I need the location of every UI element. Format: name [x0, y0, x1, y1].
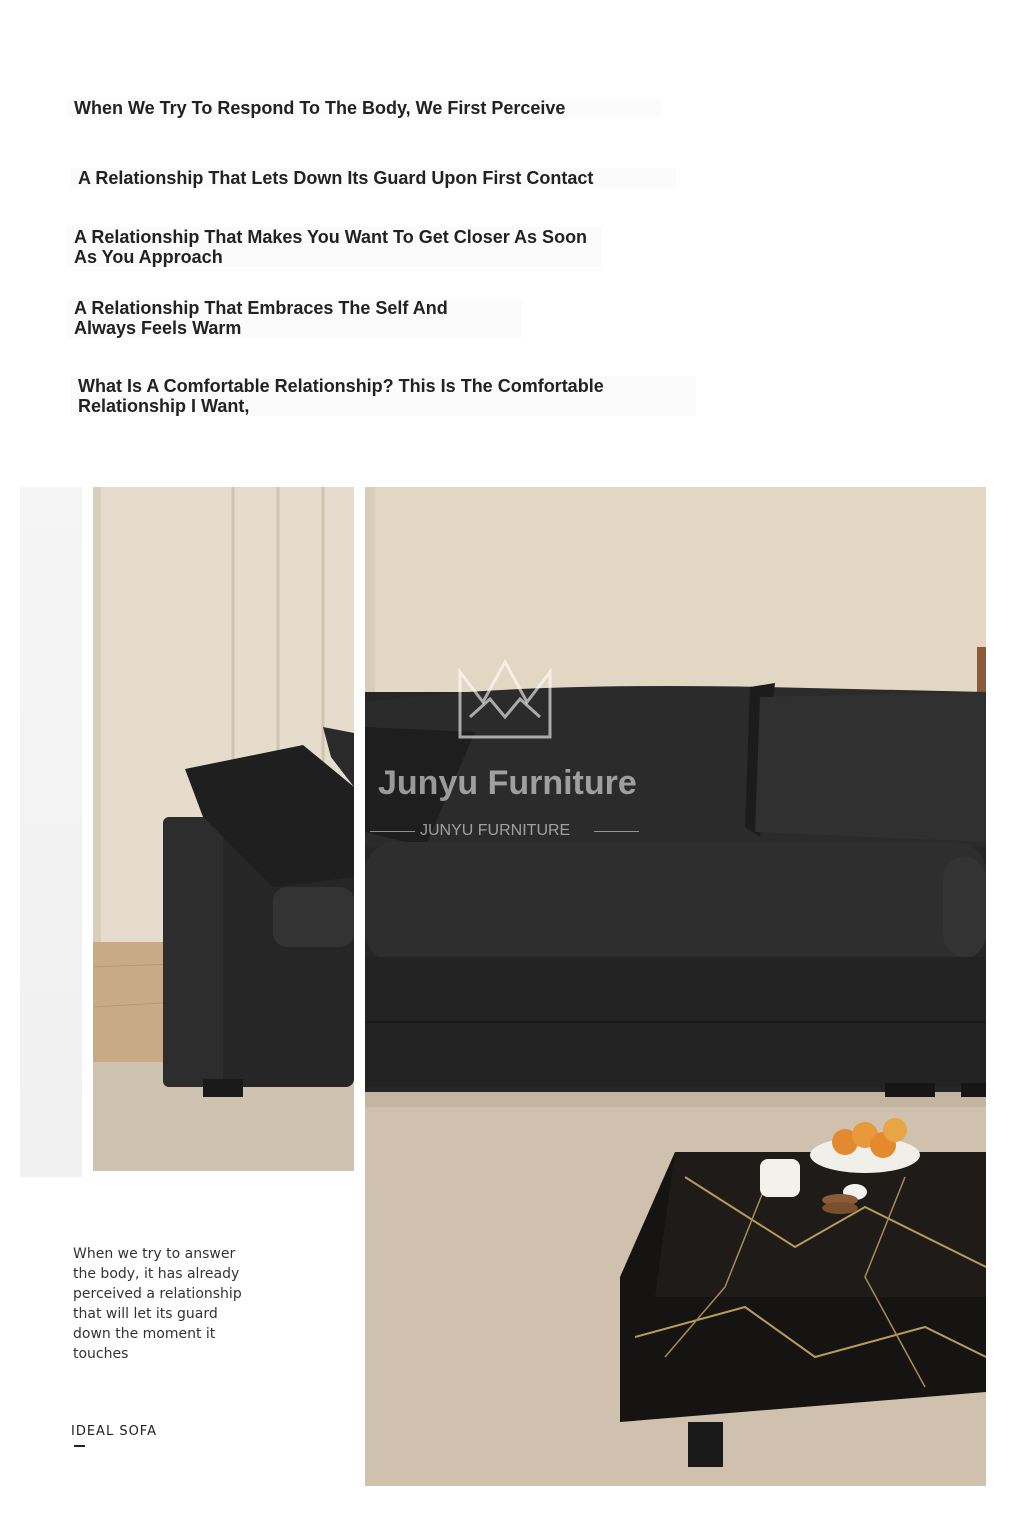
watermark-subtitle: JUNYU FURNITURE	[420, 822, 571, 839]
sofa-left-illustration	[93, 487, 354, 1171]
sofa-main-illustration	[365, 487, 986, 1486]
label-underline	[74, 1445, 85, 1447]
sofa-photo-main	[365, 487, 986, 1486]
intro-line-4: A Relationship That Embraces The Self And Always Feels Warm	[66, 298, 522, 338]
intro-line-2: A Relationship That Lets Down Its Guard Upon First Contact	[70, 168, 676, 188]
ideal-sofa-label: IDEAL SOFA	[71, 1424, 157, 1439]
photo-left-strip	[20, 487, 82, 1177]
watermark-brand: Junyu Furniture	[378, 764, 637, 802]
watermark-rule-left	[370, 831, 415, 832]
crown-logo-icon	[365, 657, 655, 747]
sofa-photo-left	[93, 487, 354, 1171]
side-caption: When we try to answer the body, it has already perceived a relationship that will let its guard down the moment it touches	[73, 1246, 242, 1362]
intro-line-3: A Relationship That Makes You Want To Get Closer As Soon As You Approach	[66, 227, 602, 267]
intro-line-1: When We Try To Respond To The Body, We First Perceive	[66, 98, 662, 118]
intro-line-5: What Is A Comfortable Relationship? This Is The Comfortable Relationship I Want,	[70, 376, 696, 416]
watermark-rule-right	[594, 831, 639, 832]
